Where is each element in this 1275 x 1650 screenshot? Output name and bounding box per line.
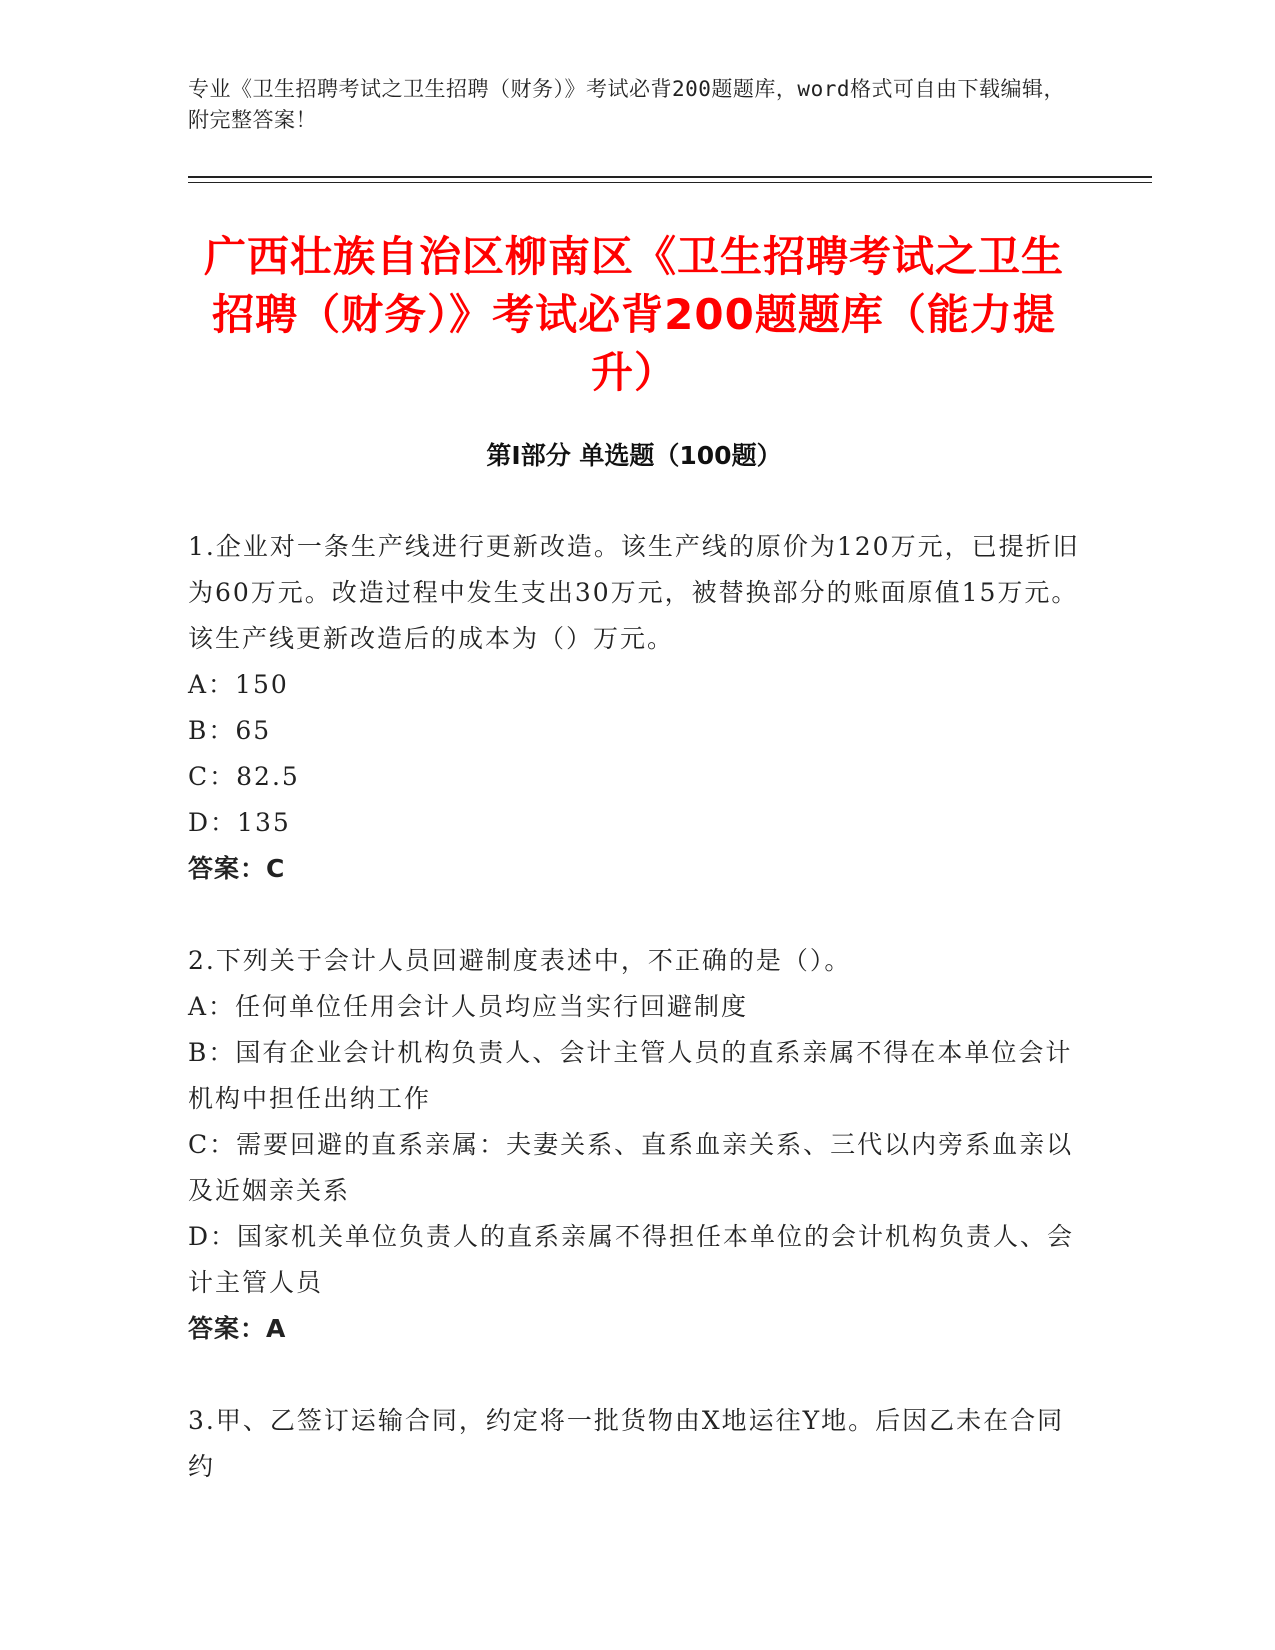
- question-stem: 3.甲、乙签订运输合同，约定将一批货物由X地运往Y地。后因乙未在合同约: [188, 1406, 1065, 1481]
- header-rule-thin: [188, 182, 1152, 183]
- question-1: [188, 524, 1080, 892]
- question-3: [188, 1398, 1080, 1490]
- option-a: A：任何单位任用会计人员均应当实行回避制度: [188, 992, 749, 1021]
- option-b: B：国有企业会计机构负责人、会计主管人员的直系亲属不得在本单位会计机构中担任出纳工作: [188, 1038, 1073, 1113]
- option-c: C：82.5: [188, 762, 300, 791]
- header-note: 专业《卫生招聘考试之卫生招聘（财务）》考试必背200题题库，word格式可自由下载编辑，附完整答案！: [188, 77, 1065, 132]
- answer-label: 答案：A: [188, 1314, 287, 1343]
- question-2: [188, 938, 1080, 1352]
- option-c: C：需要回避的直系亲属：夫妻关系、直系血亲关系、三代以内旁系血亲以及近姻亲关系: [188, 1130, 1074, 1205]
- option-d: D：135: [188, 808, 291, 837]
- option-d: D：国家机关单位负责人的直系亲属不得担任本单位的会计机构负责人、会计主管人员: [188, 1222, 1075, 1297]
- question-list: [188, 524, 1080, 1490]
- question-stem: 1.企业对一条生产线进行更新改造。该生产线的原价为120万元，已提折旧为60万元。改造过程中发生支出30万元，被替换部分的账面原值15万元。该生产线更新改造后的成本为（）万元。: [188, 532, 1080, 653]
- answer-label: 答案：C: [188, 854, 286, 883]
- document-title: 广西壮族自治区柳南区《卫生招聘考试之卫生招聘（财务）》考试必背200题题库（能力提升）: [203, 232, 1064, 397]
- question-stem: 2.下列关于会计人员回避制度表述中，不正确的是（）。: [188, 946, 852, 975]
- header-rule-thick: [188, 176, 1152, 178]
- option-b: B：65: [188, 716, 272, 745]
- option-a: A：150: [188, 670, 289, 699]
- section-heading: 第I部分 单选题（100题）: [486, 441, 782, 470]
